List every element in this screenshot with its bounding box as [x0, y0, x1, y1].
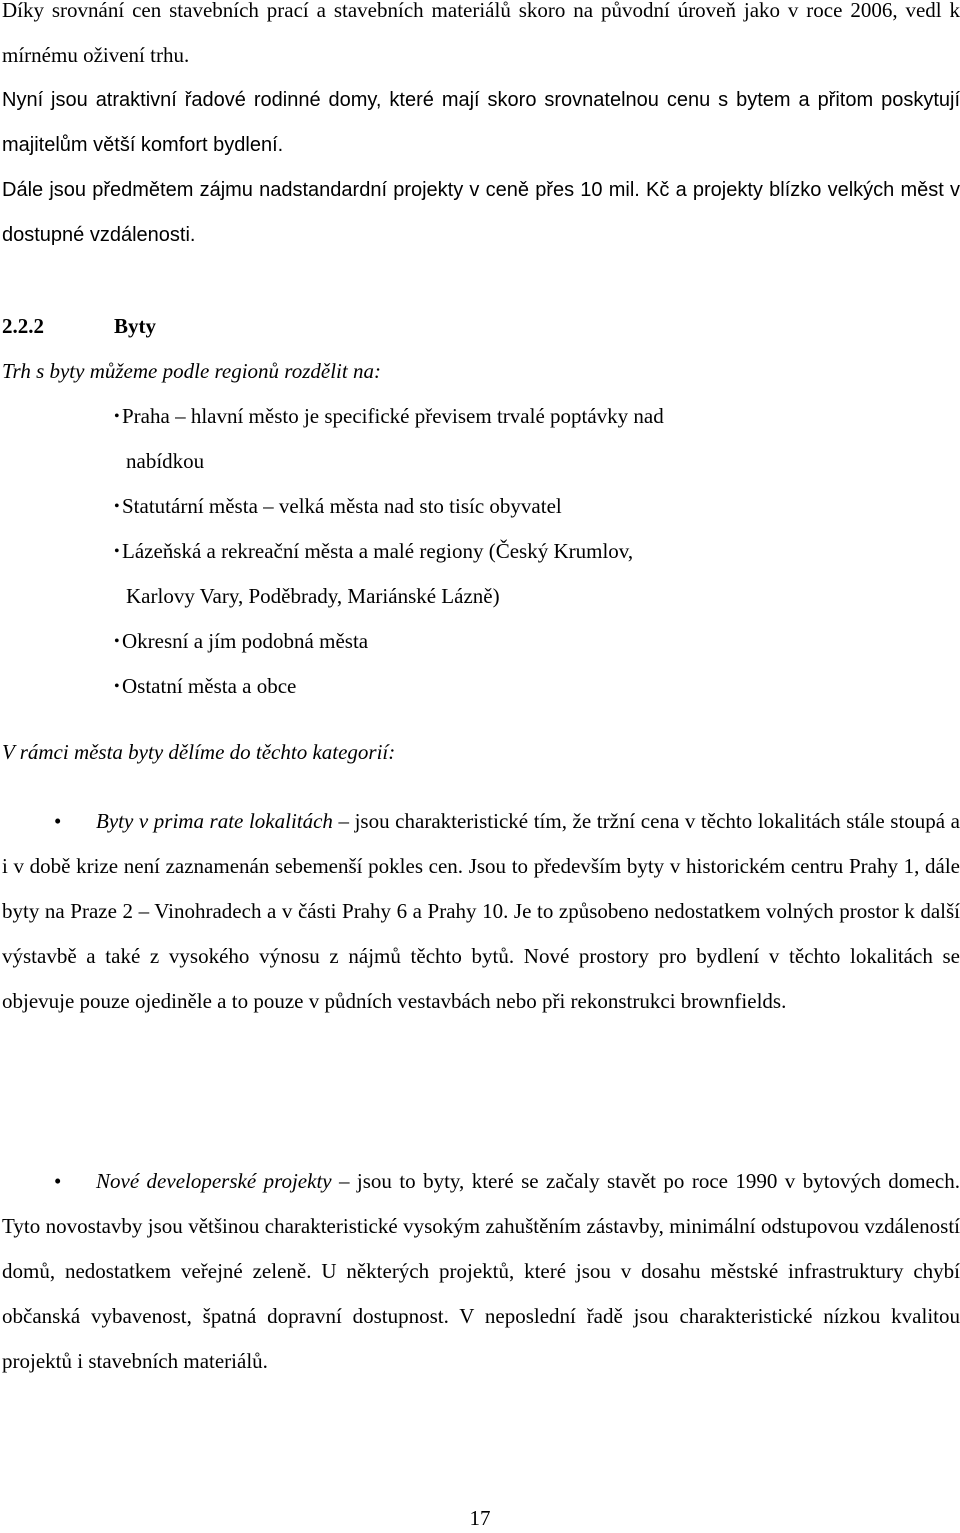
- paragraph-premium-projects: Dále jsou předmětem zájmu nadstandardní projekty v ceně přes 10 mil. Kč a projekty blízko velkých měst v dostupné vzdálenosti.: [2, 179, 960, 246]
- category-new-developments: [2, 1159, 960, 1384]
- regions-list: [0, 394, 900, 709]
- bullet-icon: •: [54, 1169, 62, 1193]
- section-title: Byty: [114, 314, 156, 338]
- list-item: [0, 619, 900, 664]
- categories-intro: V rámci města byty dělíme do těchto kategorií:: [2, 740, 396, 764]
- list-item: [0, 394, 900, 484]
- list-item-text: Okresní a jím podobná města: [122, 629, 369, 653]
- section-heading: [2, 304, 156, 349]
- paragraph-price-recovery: Díky srovnání cen stavebních prací a stavebních materiálů skoro na původní úroveň jako v roce 2006, vedl k mírnému oživení trhu.: [2, 0, 960, 67]
- list-item-continuation: nabídkou: [126, 449, 205, 473]
- category-description: – jsou to byty, které se začaly stavět po roce 1990 v bytových domech. Tyto novostavby jsou většinou charakteristické vysokým zahuštěním zástavby, minimální odstupovou vzdáleností domů, nedostatkem veřejné zeleně. U některých projektů, které jsou v dosahu městské infrastruktury chybí občanská vybavenost, špatná dopravní dostupnost. V neposlední řadě jsou charakteristické nízkou kvalitou projektů i stavebních materiálů.: [2, 1169, 960, 1373]
- regions-intro: Trh s byty můžeme podle regionů rozdělit na:: [2, 359, 381, 383]
- list-item: [0, 529, 900, 619]
- list-item-text: Ostatní města a obce: [122, 674, 297, 698]
- section-number: 2.2.2: [2, 314, 44, 338]
- category-description: – jsou charakteristické tím, že tržní cena v těchto lokalitách stále stoupá a i v době krize není zaznamenán sebemenší pokles cen. Jsou to především byty v historickém centru Prahy 1, dále byty na Praze 2 – Vinohradech a v části Prahy 6 a Prahy 10. Je to způsobeno nedostatkem volných prostor k další výstavbě a také z vysokého výnosu z nájmů těchto bytů. Nové prostory pro bydlení v těchto lokalitách se objevuje pouze ojediněle a to pouze v půdních vestavbách nebo při rekonstrukci brownfields.: [2, 809, 960, 1013]
- category-term: Nové developerské projekty: [96, 1169, 332, 1193]
- list-item: [0, 484, 900, 529]
- bullet-icon: •: [54, 809, 62, 833]
- list-item: [0, 664, 900, 709]
- category-prime-locations: [2, 799, 960, 1024]
- category-term: Byty v prima rate lokalitách: [96, 809, 333, 833]
- page-number: 17: [469, 1506, 491, 1530]
- list-item-text: Statutární města – velká města nad sto tisíc obyvatel: [122, 494, 562, 518]
- paragraph-row-houses: Nyní jsou atraktivní řadové rodinné domy, které mají skoro srovnatelnou cenu s bytem a přitom poskytují majitelům větší komfort bydlení.: [2, 89, 960, 156]
- list-item-text: Praha – hlavní město je specifické převisem trvalé poptávky nad: [122, 404, 664, 428]
- list-item-text: Lázeňská a rekreační města a malé regiony (Český Krumlov,: [122, 539, 634, 563]
- list-item-continuation: Karlovy Vary, Poděbrady, Mariánské Lázně): [126, 584, 500, 608]
